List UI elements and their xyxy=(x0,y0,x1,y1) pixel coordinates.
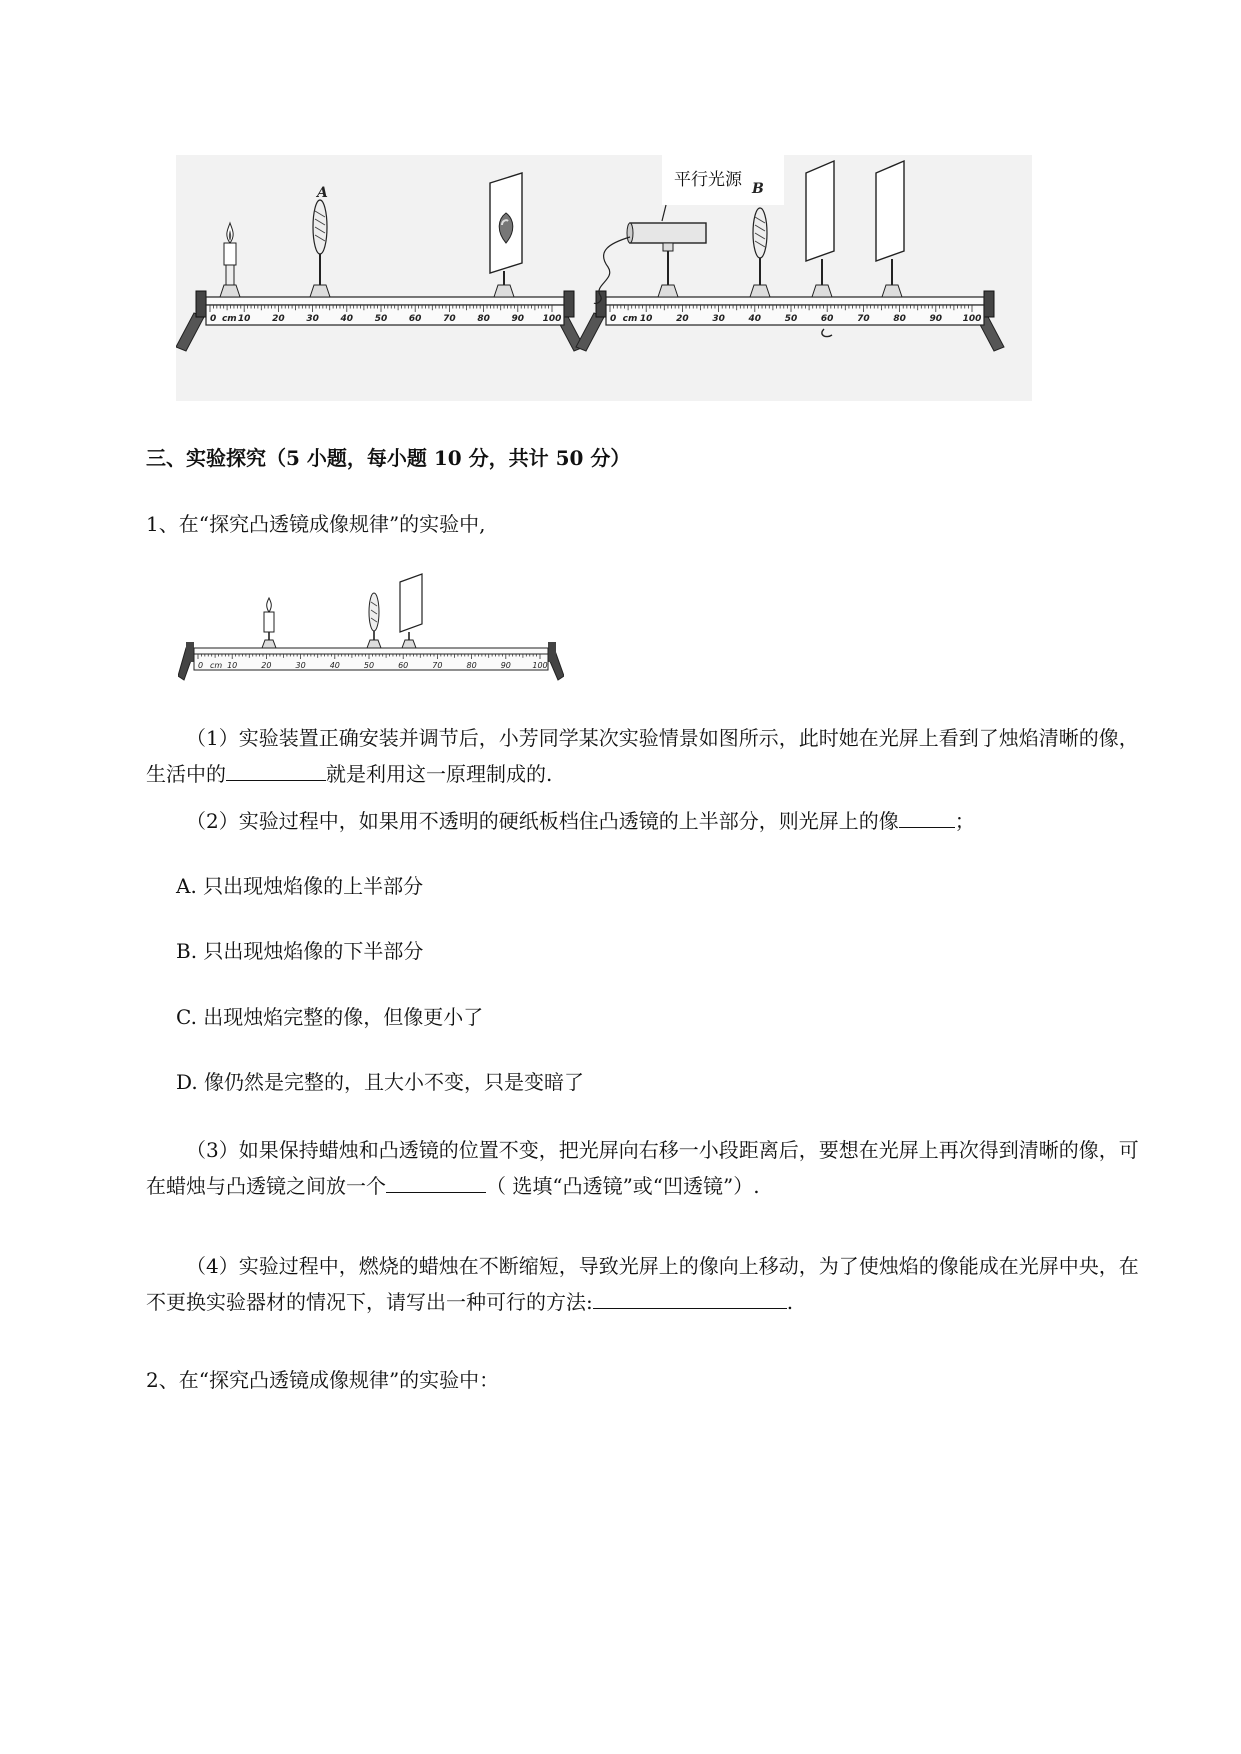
left-ruler-label: 50 xyxy=(374,314,388,324)
left-ruler-label: 60 xyxy=(408,314,422,324)
q1-ruler-unit: cm xyxy=(209,661,223,670)
right-ruler-label: 90 xyxy=(929,314,943,324)
q1-option-a[interactable]: A. 只出现烛焰像的上半部分 xyxy=(176,874,424,898)
right-ruler-label: 20 xyxy=(676,314,689,324)
right-ruler-label: 80 xyxy=(893,314,906,324)
right-ruler-label: 60 xyxy=(820,314,834,324)
q1-ruler-label: 0 xyxy=(198,661,204,670)
q1-part4-text-a: （4）实验过程中，燃烧的蜡烛在不断缩短，导致光屏上的像向上移动，为了使烛焰的像能成在光屏中央，在不更换实验器材的情况下，请写出一种可行的方法: xyxy=(146,1254,1139,1314)
right-ruler-label: 10 xyxy=(639,314,653,324)
left-lens-a xyxy=(310,185,330,297)
q1-part1-blank[interactable] xyxy=(226,758,326,781)
optical-bench-figure xyxy=(176,155,1032,401)
lens-b-label: B xyxy=(752,181,764,197)
section-heading: 三、实验探究（5 小题，每小题 10 分，共计 50 分） xyxy=(146,446,631,470)
left-ruler-label: 70 xyxy=(443,314,456,324)
left-ruler-label: 30 xyxy=(306,314,319,324)
q1-part2-blank[interactable] xyxy=(899,805,955,828)
left-ruler-label: 100 xyxy=(542,314,562,324)
right-screen-2 xyxy=(876,161,904,297)
q1-ruler-label: 40 xyxy=(329,661,340,670)
lens-a-label: A xyxy=(317,185,328,201)
q1-part3-blank[interactable] xyxy=(386,1170,486,1193)
light-source-label: 平行光源 xyxy=(674,170,742,190)
right-bench xyxy=(576,155,1004,351)
left-ruler-label: 90 xyxy=(511,314,525,324)
q1-ruler-label: 100 xyxy=(532,661,548,670)
q1-ruler-label: 30 xyxy=(295,661,306,670)
q1-part3-text-a: （3）如果保持蜡烛和凸透镜的位置不变，把光屏向右移一小段距离后，要想在光屏上再次得到清晰的像，可在蜡烛与凸透镜之间放一个 xyxy=(146,1138,1139,1198)
left-screen xyxy=(490,173,522,297)
right-ruler-label: 30 xyxy=(712,314,725,324)
q1-ruler-label: 80 xyxy=(466,661,477,670)
q1-ruler-label: 20 xyxy=(261,661,272,670)
q1-part4-text-b: . xyxy=(786,1290,794,1314)
q2-stem: 2、在“探究凸透镜成像规律”的实验中： xyxy=(146,1368,500,1392)
left-candle xyxy=(220,223,240,297)
q1-ruler-label: 60 xyxy=(398,661,409,670)
parallel-light-source xyxy=(594,205,706,304)
q1-part4 xyxy=(146,1248,1146,1320)
optical-bench-diagram xyxy=(176,155,1032,401)
q1-option-b[interactable]: B. 只出现烛焰像的下半部分 xyxy=(176,939,424,963)
q1-part2-text-b: ； xyxy=(954,809,975,833)
q1-ruler-label: 70 xyxy=(432,661,443,670)
q1-ruler-label: 90 xyxy=(500,661,511,670)
left-ruler-label: 80 xyxy=(477,314,490,324)
q1-stem: 1、在“探究凸透镜成像规律”的实验中, xyxy=(146,512,486,536)
q1-ruler-label: 50 xyxy=(363,661,375,670)
q1-part4-blank[interactable] xyxy=(593,1286,787,1309)
right-ruler-label: 40 xyxy=(748,314,762,324)
left-ruler-unit: cm xyxy=(221,314,237,324)
q1-bench-diagram xyxy=(178,570,564,688)
q1-part2-text-a: （2）实验过程中，如果用不透明的硬纸板档住凸透镜的上半部分，则光屏上的像 xyxy=(186,809,899,833)
q1-part2 xyxy=(146,803,1146,839)
q1-part1-text-b: 就是利用这一原理制成的. xyxy=(326,762,553,786)
right-ruler-label: 70 xyxy=(857,314,870,324)
q1-option-d[interactable]: D. 像仍然是完整的，且大小不变，只是变暗了 xyxy=(176,1070,585,1094)
right-ruler-label: 50 xyxy=(784,314,798,324)
left-ruler-label: 10 xyxy=(237,314,251,324)
left-ruler-label: 20 xyxy=(272,314,285,324)
left-ruler-label: 0 xyxy=(210,314,217,324)
q1-ruler-label: 10 xyxy=(227,661,238,670)
right-screen-1 xyxy=(806,161,834,297)
q1-part3 xyxy=(146,1132,1146,1204)
right-ruler-label: 100 xyxy=(962,314,982,324)
q1-candle xyxy=(262,598,276,648)
q1-part1 xyxy=(146,720,1146,792)
left-bench xyxy=(176,173,584,351)
left-ruler-label: 40 xyxy=(340,314,354,324)
q1-bench-figure xyxy=(178,570,564,688)
right-ruler-label: 0 xyxy=(610,314,617,324)
q1-lens xyxy=(367,593,381,648)
right-ruler-unit: cm xyxy=(622,314,638,324)
q1-part1-text-a: （1）实验装置正确安装并调节后，小芳同学某次实验情景如图所示，此时她在光屏上看到了烛焰清晰的像，生活中的 xyxy=(146,726,1139,786)
q1-part3-text-b: （ 选填“凸透镜”或“凹透镜”）. xyxy=(486,1174,760,1198)
q1-option-c[interactable]: C. 出现烛焰完整的像，但像更小了 xyxy=(176,1005,484,1029)
q1-screen xyxy=(400,574,422,648)
